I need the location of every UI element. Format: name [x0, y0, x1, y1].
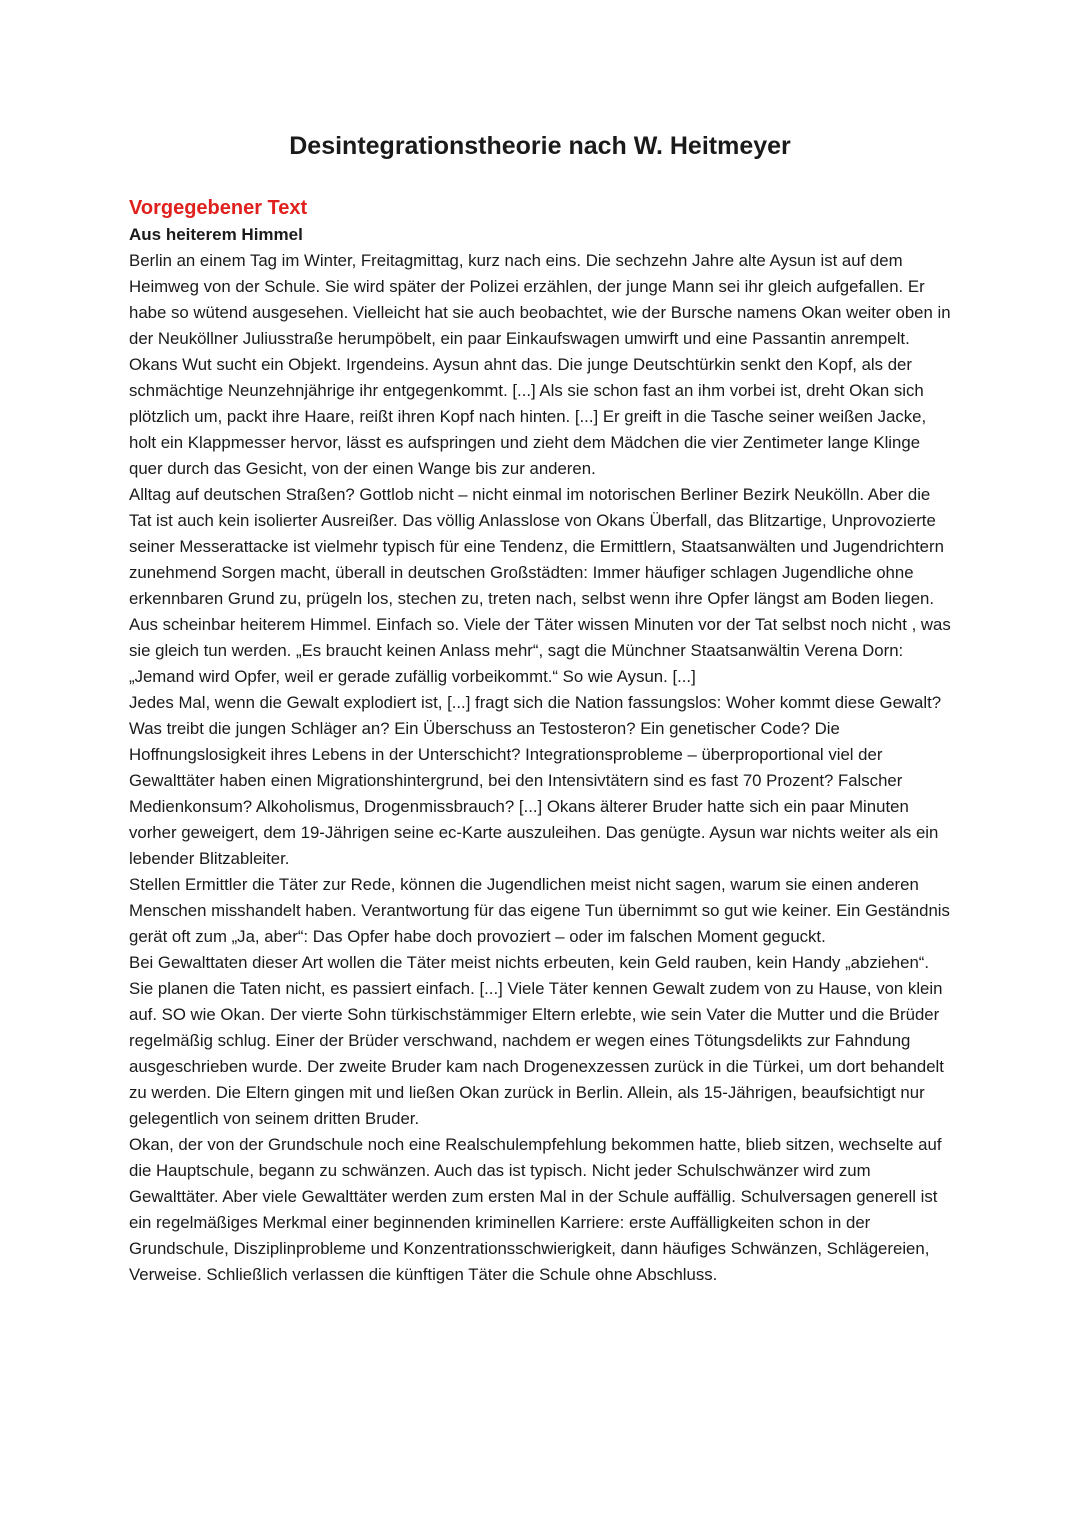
paragraph: Alltag auf deutschen Straßen? Gottlob nicht – nicht einmal im notorischen Berliner Bezirk Neukölln. Aber die Tat ist auch kein isolierter Ausreißer. Das völlig Anlasslose von Okans Überfall, das Blitzartige, Unprovozierte seiner Messerattacke ist vielmehr typisch für eine Tendenz, die Ermittlern, Staatsanwälten und Jugendrichtern zunehmend Sorgen macht, überall in deutschen Großstädten: Immer häufiger schlagen Jugendliche ohne erkennbaren Grund zu, prügeln los, stechen zu, treten nach, selbst wenn ihre Opfer längst am Boden liegen. Aus scheinbar heiterem Himmel. Einfach so. Viele der Täter wissen Minuten vor der Tat selbst noch nicht , was sie gleich tun werden. „Es braucht keinen Anlass mehr“, sagt die Münchner Staatsanwältin Verena Dorn: „Jemand wird Opfer, weil er gerade zufällig vorbeikommt.“ So wie Aysun. [...]: [129, 485, 951, 686]
paragraph: Jedes Mal, wenn die Gewalt explodiert ist, [...] fragt sich die Nation fassungslos: Woher kommt diese Gewalt? Was treibt die jungen Schläger an? Ein Überschuss an Testosteron? Ein genetischer Code? Die Hoffnungslosigkeit ihres Lebens in der Unterschicht? Integrationsprobleme – überproportional viel der Gewalttäter haben einen Migrationshintergrund, bei den Intensivtätern sind es fast 70 Prozent? Falscher Medienkonsum? Alkoholismus, Drogenmissbrauch? [...] Okans älterer Bruder hatte sich ein paar Minuten vorher geweigert, dem 19-Jährigen seine ec-Karte auszuleihen. Das genügte. Aysun war nichts weiter als ein lebender Blitzableiter.: [129, 693, 942, 868]
section-heading: Vorgegebener Text: [129, 197, 308, 219]
article-body: [129, 248, 951, 1288]
paragraph: Okan, der von der Grundschule noch eine Realschulempfehlung bekommen hatte, blieb sitzen, wechselte auf die Hauptschule, begann zu schwänzen. Auch das ist typisch. Nicht jeder Schulschwänzer wird zum Gewalttäter. Aber viele Gewalttäter werden zum ersten Mal in der Schule auffällig. Schulversagen generell ist ein regelmäßiges Merkmal einer beginnenden kriminellen Karriere: erste Auffälligkeiten schon in der Grundschule, Disziplinprobleme und Konzentrationsschwierigkeit, dann häufiges Schwänzen, Schlägereien, Verweise. Schließlich verlassen die künftigen Täter die Schule ohne Abschluss.: [129, 1135, 942, 1284]
document-page: [129, 128, 951, 1288]
article-subheading: Aus heiterem Himmel: [129, 225, 303, 244]
document-title: Desintegrationstheorie nach W. Heitmeyer: [289, 132, 791, 160]
paragraph: Berlin an einem Tag im Winter, Freitagmittag, kurz nach eins. Die sechzehn Jahre alte Aysun ist auf dem Heimweg von der Schule. Sie wird später der Polizei erzählen, der junge Mann sei ihr gleich aufgefallen. Er habe so wütend ausgesehen. Vielleicht hat sie auch beobachtet, wie der Bursche namens Okan weiter oben in der Neuköllner Juliusstraße herumpöbelt, ein paar Einkaufswagen umwirft und eine Passantin anrempelt. Okans Wut sucht ein Objekt. Irgendeins. Aysun ahnt das. Die junge Deutschtürkin senkt den Kopf, als der schmächtige Neunzehnjährige ihr entgegenkommt. [...] Als sie schon fast an ihm vorbei ist, dreht Okan sich plötzlich um, packt ihre Haare, reißt ihren Kopf nach hinten. [...] Er greift in die Tasche seiner weißen Jacke, holt ein Klappmesser hervor, lässt es aufspringen und zieht dem Mädchen die vier Zentimeter lange Klinge quer durch das Gesicht, von der einen Wange bis zur anderen.: [129, 251, 951, 478]
paragraph: Bei Gewalttaten dieser Art wollen die Täter meist nichts erbeuten, kein Geld rauben, kein Handy „abziehen“. Sie planen die Taten nicht, es passiert einfach. [...] Viele Täter kennen Gewalt zudem von zu Hause, von klein auf. SO wie Okan. Der vierte Sohn türkischstämmiger Eltern erlebte, wie sein Vater die Mutter und die Brüder regelmäßig schlug. Einer der Brüder verschwand, nachdem er wegen eines Tötungsdelikts zur Fahndung ausgeschrieben wurde. Der zweite Bruder kam nach Drogenexzessen zurück in die Türkei, um dort behandelt zu werden. Die Eltern gingen mit und ließen Okan zurück in Berlin. Allein, als 15-Jährigen, beaufsichtigt nur gelegentlich von seinem dritten Bruder.: [129, 953, 944, 1128]
paragraph: Stellen Ermittler die Täter zur Rede, können die Jugendlichen meist nicht sagen, warum sie einen anderen Menschen misshandelt haben. Verantwortung für das eigene Tun übernimmt so gut wie keiner. Ein Geständnis gerät oft zum „Ja, aber“: Das Opfer habe doch provoziert – oder im falschen Moment geguckt.: [129, 875, 950, 946]
